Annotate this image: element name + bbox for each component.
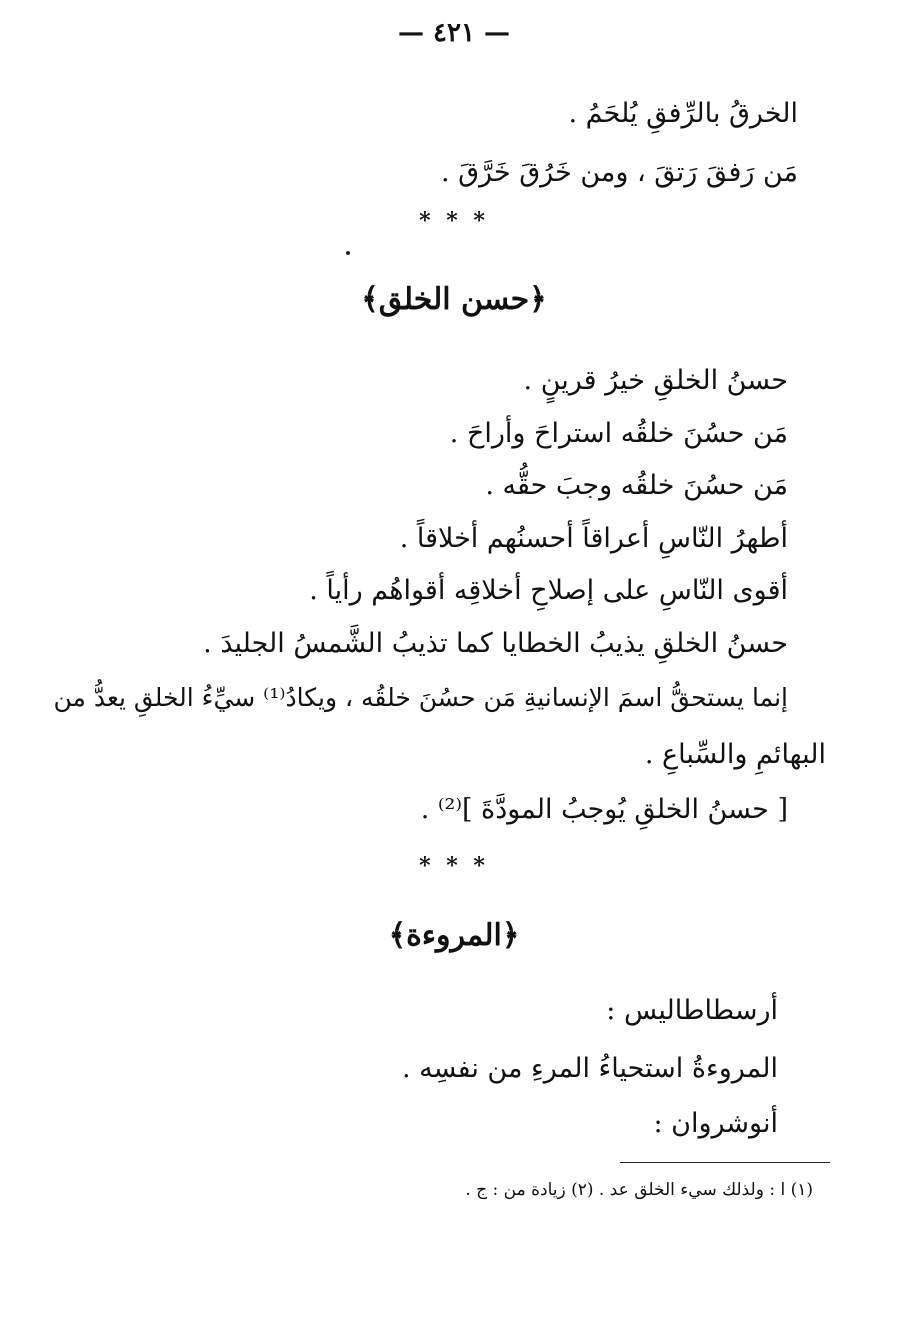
chivalry-line-1: أرسطاطاليس : xyxy=(606,995,778,1026)
chivalry-line-2: المروءةُ استحياءُ المرءِ من نفسِه . xyxy=(401,1053,778,1084)
stray-dot xyxy=(346,251,350,255)
good-character-line-8: البهائمِ والسِّباعِ . xyxy=(644,739,826,770)
good-character-line-3: مَن حسُنَ خلقُه وجبَ حقُّه . xyxy=(485,470,788,501)
good-character-line-2: مَن حسُنَ خلقُه استراحَ وأراحَ . xyxy=(449,418,788,449)
good-character-line-7: إنما يستحقُّ اسمَ الإنسانيةِ مَن حسُنَ خلقُه ، ويكادُ⁽¹⁾ سيِّءُ الخلقِ يعدُّ من xyxy=(53,683,788,712)
intro-line-1: الخرقُ بالرِّفقِ يُلحَمُ . xyxy=(568,98,798,129)
good-character-line-4: أطهرُ النّاسِ أعراقاً أحسنُهم أخلاقاً . xyxy=(399,523,788,554)
section-title-chivalry: ﴿المروءة﴾ xyxy=(388,918,520,953)
section-title-good-character: ﴿حسن الخلق﴾ xyxy=(361,282,547,317)
footnotes: (١) ا : ولذلك سيء الخلق عد . (٢) زيادة من : ج . xyxy=(465,1180,813,1200)
good-character-line-6: حسنُ الخلقِ يذيبُ الخطايا كما تذيبُ الشَّمسُ الجليدَ . xyxy=(203,628,788,659)
chivalry-line-3: أنوشروان : xyxy=(653,1108,778,1139)
separator-stars-2: * * * xyxy=(419,853,489,879)
separator-stars-1: * * * xyxy=(419,208,489,234)
footnote-divider xyxy=(620,1162,830,1163)
good-character-line-5: أقوى النّاسِ على إصلاحِ أخلاقِه أقواهُم رأياً . xyxy=(309,575,788,606)
good-character-line-9: [ حسنُ الخلقِ يُوجبُ المودَّةَ ]⁽²⁾ . xyxy=(420,794,788,825)
good-character-line-1: حسنُ الخلقِ خيرُ قرينٍ . xyxy=(523,365,788,396)
page-number: — ٤٢١ — xyxy=(397,18,511,48)
intro-line-2: مَن رَفقَ رَتقَ ، ومن خَرُقَ خَرَّقَ . xyxy=(440,157,798,188)
